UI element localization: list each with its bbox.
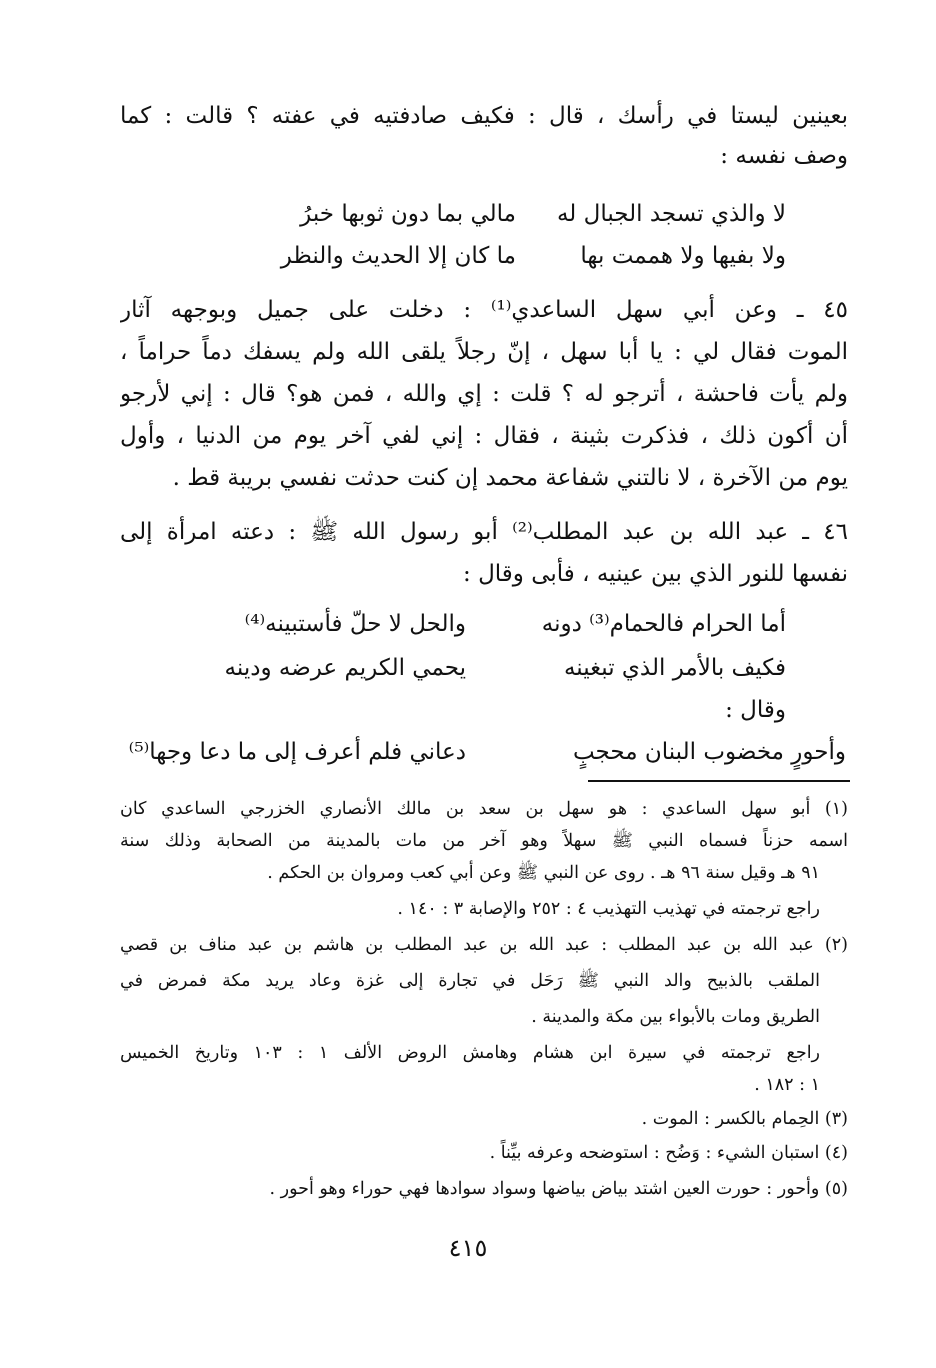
footnote-line: (٣) الحِمام بالكسر : الموت . (641, 1109, 848, 1129)
verse-hemistich-second: ما كان إلا الحديث والنظر (280, 243, 516, 269)
verse-hemistich-first: لا والذي تسجد الجبال له (556, 201, 786, 227)
verse-hemistich-second: مالي بما دون ثوبها خبرُ (300, 201, 516, 227)
body-line: يوم من الآخرة ، لا نالتني شفاعة محمد إن كنت حدثت نفسي بريبة قط . (172, 465, 848, 491)
body-line: الموت فقال لي : يا أبا سهل ، إنّ رجلاً يلقى الله ولم يسفك دماً حراماً ، (120, 339, 848, 365)
said-label: وقال : (725, 697, 786, 723)
body-line: ٤٦ ـ عبد الله بن عبد المطلب⁽²⁾ أبو رسول الله ﷺ : دعته امرأة إلى (120, 519, 848, 545)
footnote-line: اسمه حزناً فسماه النبي ﷺ سهلاً وهو آخر من مات بالمدينة من الصحابة وذلك سنة (120, 831, 848, 851)
footnote-line: (٢) عبد الله بن عبد المطلب : عبد الله بن عبد المطلب بن هاشم بن عبد مناف بن قصي (120, 935, 848, 955)
footnote-line: (٥) وأحور : حورت العين اشتد بياض بياضها وسواد سوادها فهي حوراء وهو أحور . (269, 1179, 848, 1199)
verse-hemistich-second: دعاني فلم أعرف إلى ما دعا وجها⁽⁵⁾ (128, 739, 466, 765)
body-line: ٤٥ ـ وعن أبي سهل الساعدي⁽¹⁾ : دخلت على جميل وبوجهه آثار (120, 297, 848, 323)
footnote-line: (٤) استبان الشيء : وَضُح : استوضحه وعرفه بيِّناً . (489, 1143, 848, 1163)
footnote-line: ١ : ١٨٢ . (754, 1075, 820, 1095)
body-line: وصف نفسه : (720, 143, 848, 169)
page-number: ٤١٥ (448, 1234, 488, 1262)
footnote-line: ٩١ هـ وقيل سنة ٩٦ هـ . روى عن النبي ﷺ وعن أبي كعب ومروان بن الحكم . (267, 863, 820, 883)
footnote-rule (588, 780, 850, 782)
verse-hemistich-first: وأحورٍ مخضوب البنان محجبٍ (572, 739, 846, 765)
footnote-line: راجع ترجمته في تهذيب التهذيب ٤ : ٢٥٢ والإصابة ٣ : ١٤٠ . (397, 899, 820, 919)
footnote-line: راجع ترجمته في سيرة ابن هشام وهامش الروض الألف ١ : ١٠٣ وتاريخ الخميس (120, 1043, 821, 1063)
verse-hemistich-second: يحمي الكريم عرضه ودينه (224, 655, 466, 681)
footnote-line: (١) أبو سهل الساعدي : هو سهل بن سعد بن مالك الأنصاري الخزرجي الساعدي كان (120, 799, 848, 819)
body-line: بعينين ليستا في رأسك ، قال : فكيف صادفتيه في عفته ؟ قالت : كما (120, 103, 848, 129)
verse-hemistich-first: ولا بفيها ولا هممت بها (580, 243, 786, 269)
verse-hemistich-first: فكيف بالأمر الذي تبغينه (563, 655, 786, 681)
footnote-line: الطريق ومات بالأبواء بين مكة والمدينة . (531, 1007, 820, 1027)
body-line: أن أكون ذلك ، فذكرت بثينة ، فقال : إني لفي آخر يوم من الدنيا ، وأول (120, 423, 848, 449)
footnote-line: الملقب بالذبيح والد النبي ﷺ رَحَل في تجارة إلى غزة وعاد يريد مكة فمرض في (120, 971, 820, 991)
body-line: نفسها للنور الذي بين عينيه ، فأبى وقال : (463, 561, 848, 587)
body-line: ولم يأت فاحشة ، أترجو له ؟ قلت : إي والله ، فمن هو؟ قال : إني لأرجو (120, 381, 848, 407)
verse-hemistich-first: أما الحرام فالحمام⁽³⁾ دونه (541, 611, 786, 637)
verse-hemistich-second: والحل لا حلّ فأستبينه⁽⁴⁾ (244, 611, 466, 637)
